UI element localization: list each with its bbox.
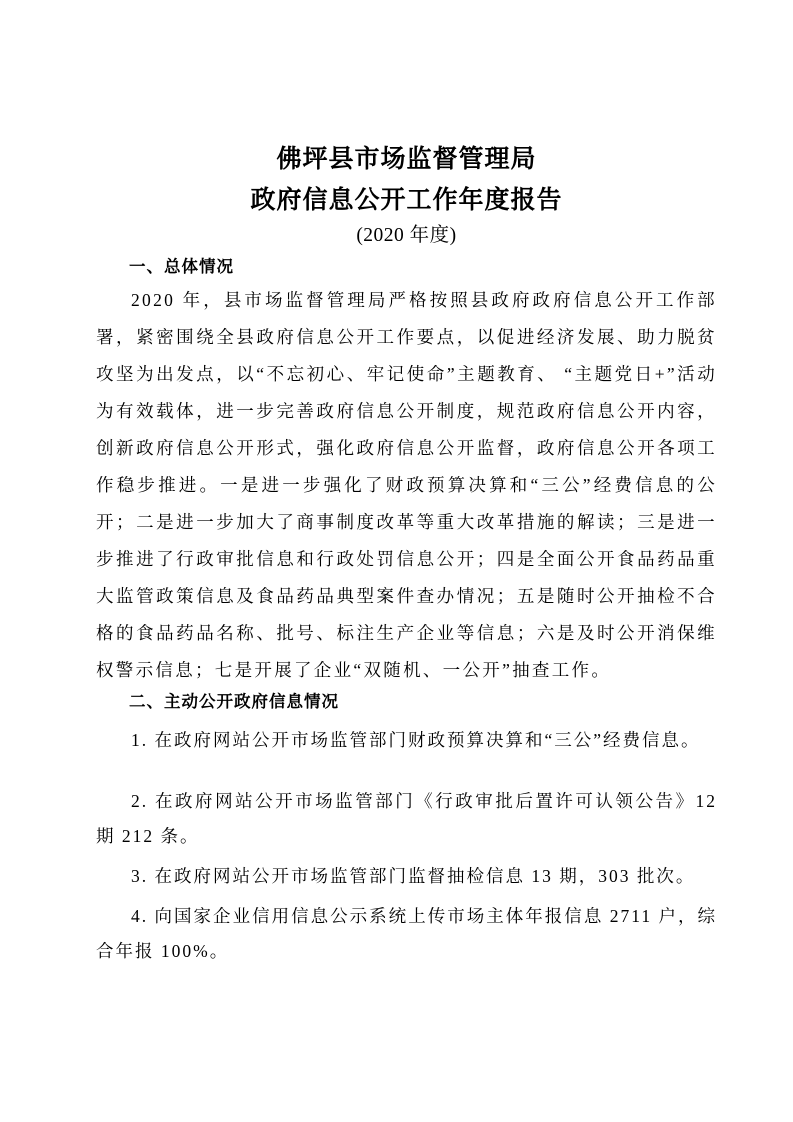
section-heading-proactive-disclosure: 二、主动公开政府信息情况	[129, 692, 339, 711]
section-heading-overall-situation: 一、总体情况	[129, 257, 234, 276]
document-title-line-2: 政府信息公开工作年度报告	[250, 187, 563, 214]
list-item-4: 4. 向国家企业信用信息公示系统上传市场主体年报信息 2711 户，综合年报 100%。	[96, 906, 717, 961]
list-item-2: 2. 在政府网站公开市场监管部门《行政审批后置许可认领公告》12期 212 条。	[96, 791, 717, 846]
section-overall-paragraph: 2020 年，县市场监督管理局严格按照县政府政府信息公开工作部署，紧密围绕全县政府信息公开工作要点，以促进经济发展、助力脱贫攻坚为出发点，以“不忘初心、牢记使命”主题教育、 “主题党日+”活动为有效载体，进一步完善政府信息公开制度，规范政府信息公开内容，创新政府信息公开形式，强化政府信息公开监督，政府信息公开各项工作稳步推进。一是进一步强化了财政预算决算和“三公”经费信息的公开；二是进一步加大了商事制度改革等重大改革措施的解读；三是进一步推进了行政审批信息和行政处罚信息公开；四是全面公开食品药品重大监管政策信息及食品药品典型案件查办情况；五是随时公开抽检不合格的食品药品名称、批号、标注生产企业等信息；六是及时公开消保维权警示信息；七是开展了企业“双随机、一公开”抽查工作。	[96, 290, 717, 680]
list-item-1: 1. 在政府网站公开市场监管部门财政预算决算和“三公”经费信息。	[131, 730, 701, 750]
document-subtitle-year: (2020 年度)	[356, 225, 457, 246]
document-title-line-1: 佛坪县市场监督管理局	[276, 146, 537, 173]
list-item-3: 3. 在政府网站公开市场监管部门监督抽检信息 13 期，303 批次。	[131, 866, 696, 886]
